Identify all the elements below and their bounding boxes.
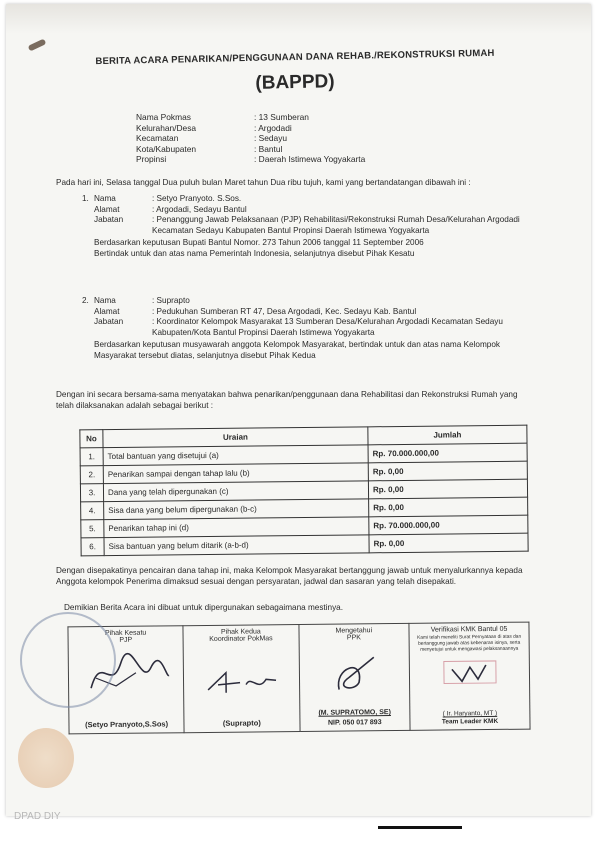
row-amount: Rp. 70.000.000,00 [368,443,527,463]
info-value: : Daerah Istimewa Yogyakarta [254,154,366,164]
verification-note: Kami telah meneliti Surat Pernyataan di atas dan bertanggung jawab atas kebenaran isinya, serta menyetujui untuk mengawasi pelaksanaannya [417,634,522,653]
statement-paragraph: Dengan ini secara bersama-sama menyatakan bahwa penarikan/penggunaan dana Rehabilitasi dan Rekonstruksi Rumah yang telah dilaksanakan adalah sebagai berikut : [56,390,518,410]
signer-position: PPK [346,634,361,642]
party-basis: Berdasarkan keputusan musyawarah anggota Kelompok Masyarakat, bertindak untuk dan atas nama Kelompok Masyarakat tersebut diatas, selanjutnya disebut Pihak Kedua [94,340,500,360]
signature-cell-pokmas [183,625,299,733]
signature-scribble [196,654,287,705]
party-number: 1. [82,194,89,203]
signer-role: Pihak Kesatu [104,629,147,638]
info-label: Kota/Kabupaten [136,143,197,154]
archive-watermark: DPAD DIY [14,811,61,822]
financial-table [79,425,528,557]
info-label: Kecamatan [136,133,179,143]
row-number: 2. [80,466,103,484]
party-value: : Setyo Pranyoto. S.Sos. [152,194,242,203]
signer-role: Verifikasi KMK Bantul 05 [430,625,508,634]
party-row [82,317,527,338]
info-value: : Bantul [254,143,283,154]
document-acronym: (BAPPD) [255,71,335,94]
bottom-bar [378,826,462,829]
party-value: : Pedukuhan Sumberan RT 47, Desa Argodadi, Kec. Sedayu Kab. Bantul [152,306,417,316]
row-description: Penarikan sampai dengan tahap lalu (b) [103,463,368,484]
signature-table [67,622,530,735]
closing-paragraph: Dengan disepakatinya pencairan dana tahap ini, maka Kelompok Masyarakat bertanggung jawab untuk menyalurkannya kepada Anggota kelompok Penerima dimaksud sesuai dengan persyaratan, jadwal dan sasaran yang telah disepakati. [56,566,523,586]
info-label: Propinsi [136,154,167,164]
row-description: Sisa dana yang belum dipergunakan (b-c) [104,499,369,520]
party-number: 2. [82,296,89,305]
signature-row [68,622,530,734]
signature-scribble [314,647,394,696]
signer-role: Mengetahui [335,627,373,635]
info-row [136,154,365,165]
info-row [136,112,365,123]
row-amount: Rp. 0,00 [369,497,528,517]
row-number: 5. [81,520,104,538]
party-label: Nama [94,194,116,203]
top-shadow [6,4,591,34]
signer-position: Koordinator PokMas [209,635,273,643]
signature-cell-ppk [298,623,410,731]
signature-cell-kmk [409,622,530,730]
row-amount: Rp. 0,00 [368,479,527,499]
party-role-statement: Bertindak untuk dan atas nama Pemerintah Indonesia, selanjutnya disebut Pihak Kesatu [94,248,415,258]
party-basis: Berdasarkan keputusan Bupati Bantul Nomor. 273 Tahun 2006 tanggal 11 September 2006 [94,238,424,247]
row-amount: Rp. 0,00 [368,461,527,481]
row-description: Penarikan tahap ini (d) [104,517,369,538]
info-row [136,123,365,134]
party-value: : Suprapto [152,296,190,305]
info-row [136,133,365,144]
row-amount: Rp. 0,00 [369,533,528,553]
column-header-amount: Jumlah [368,425,527,445]
info-row [136,144,365,155]
signer-position: PJP [119,636,133,644]
signer-title: Team Leader KMK [441,717,499,726]
party-label: Nama [94,296,116,305]
party-row [82,215,522,236]
kmk-stamp-signature [429,655,509,690]
info-label: Nama Pokmas [136,112,191,122]
column-header-no: No [80,430,103,448]
signer-name: (Suprapto) [222,718,261,728]
party-row [82,205,522,216]
party-label: Jabatan [94,317,124,326]
row-description: Sisa bantuan yang belum ditarik (a-b-d) [104,535,369,556]
party-value: : Koordinator Kelompok Masyarakat 13 Sumberan Desa/Kelurahan Argodadi Kecamatan Sedayu Kabupaten/Kota Bantul Propinsi Daerah Istimewa Yogyakarta [152,317,503,337]
closing-statement: Demikian Berita Acara ini dibuat untuk dipergunakan sebagaimana mestinya. [64,603,343,612]
signer-name: (Setyo Pranyoto,S.Sos) [85,719,169,730]
intro-paragraph: Pada hari ini, Selasa tanggal Dua puluh bulan Maret tahun Dua ribu tujuh, kami yang bertandatangan dibawah ini : [56,178,471,187]
document-title: BERITA ACARA PENARIKAN/PENGGUNAAN DANA REHAB./REKONSTRUKSI RUMAH [95,47,495,68]
party-row [82,296,527,307]
row-number: 6. [81,538,104,556]
row-amount: Rp. 70.000.000,00 [369,515,528,535]
pokmas-info [136,112,365,165]
party-two [82,296,527,361]
row-number: 3. [80,484,103,502]
party-label: Alamat [94,306,120,316]
emblem-logo [18,728,74,788]
party-label: Jabatan [94,215,124,224]
party-row [82,307,527,318]
row-number: 1. [80,448,103,466]
row-description: Dana yang telah dipergunakan (c) [103,481,368,502]
info-value: : Argodadi [254,122,292,133]
party-one [82,194,522,259]
info-label: Kelurahan/Desa [136,122,197,133]
signer-role: Pihak Kedua [220,628,261,636]
signer-nip: NIP. 050 017 893 [327,719,382,727]
info-value: : Sedayu [254,133,288,143]
info-value: : 13 Sumberan [254,112,309,122]
column-header-description: Uraian [103,427,368,448]
party-row [82,194,522,205]
row-description: Total bantuan yang disetujui (a) [103,445,368,466]
signer-name: (M. SUPRATOMO, SE) [318,709,391,717]
signer-name: ( Ir. Haryanto, MT ) [442,709,498,718]
official-stamp [20,612,116,708]
party-label: Alamat [94,204,120,214]
row-number: 4. [81,502,104,520]
party-value: : Argodadi, Sedayu Bantul [152,204,247,214]
party-value: : Penanggung Jawab Pelaksanaan (PJP) Rehabilitasi/Rekonstruksi Rumah Desa/Kelurahan Argodadi Kecamatan Sedayu Kabupaten Bantul Propinsi Daerah Istimewa Yogyakarta [152,215,520,235]
